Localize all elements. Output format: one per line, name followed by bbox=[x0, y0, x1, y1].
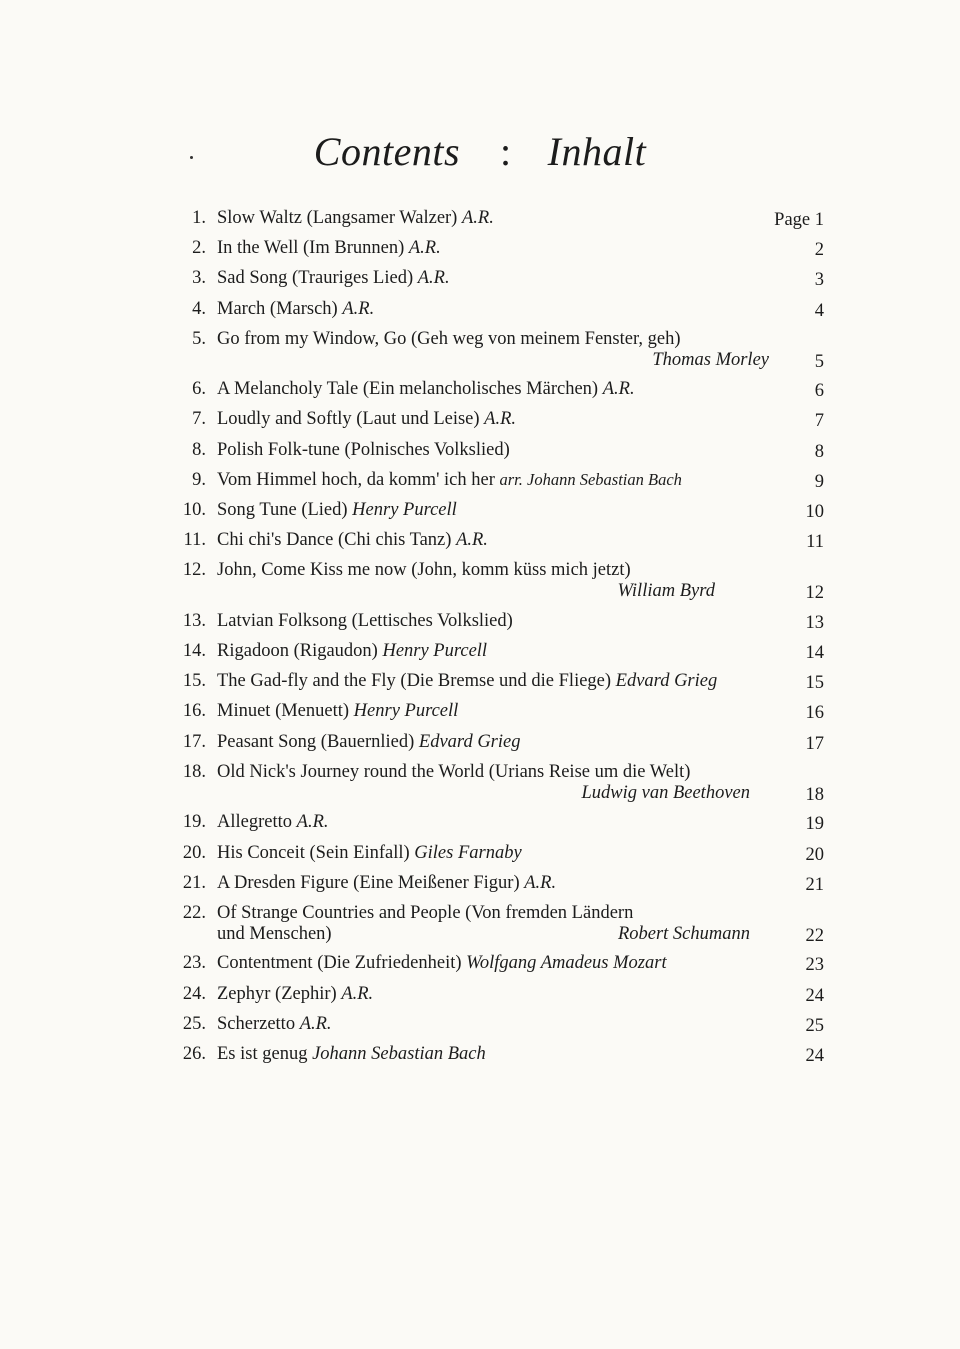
entry-page: 3 bbox=[814, 270, 824, 291]
entry-page: 17 bbox=[805, 733, 824, 754]
entry-composer: Giles Farnaby bbox=[414, 842, 522, 863]
entry-composer: William Byrd bbox=[617, 581, 715, 602]
toc-entry bbox=[0, 268, 960, 298]
entry-title: Minuet (Menuett) bbox=[217, 701, 350, 722]
entry-title: Sad Song (Trauriges Lied) bbox=[217, 268, 414, 289]
entry-number: 10. bbox=[182, 500, 206, 520]
toc-entry bbox=[0, 762, 960, 813]
toc-entry bbox=[0, 984, 960, 1014]
entry-page: 15 bbox=[805, 673, 824, 694]
entry-title: Old Nick's Journey round the World (Urians Reise um die Welt) bbox=[217, 761, 691, 782]
toc-entry bbox=[0, 873, 960, 903]
entry-number: 15. bbox=[182, 671, 206, 692]
entry-composer: Wolfgang Amadeus Mozart bbox=[466, 953, 667, 974]
entry-title: March (Marsch) bbox=[217, 298, 338, 319]
entry-title: The Gad-fly and the Fly (Die Bremse und die Fliege) bbox=[217, 671, 612, 692]
toc-entry bbox=[0, 903, 960, 954]
entry-page: 24 bbox=[805, 985, 824, 1006]
entry-title-continued: und Menschen) bbox=[217, 923, 332, 944]
entry-number: 9. bbox=[192, 469, 206, 490]
entry-number: 2. bbox=[192, 238, 206, 259]
entry-title: Loudly and Softly (Laut und Leise) bbox=[217, 409, 480, 430]
toc-entry bbox=[0, 812, 960, 842]
entry-page: 10 bbox=[805, 502, 824, 522]
entry-number: 13. bbox=[182, 610, 206, 631]
table-of-contents bbox=[0, 208, 960, 1074]
entry-number: 11. bbox=[183, 530, 206, 551]
entry-number: 16. bbox=[182, 701, 206, 722]
entry-composer: Thomas Morley bbox=[652, 349, 769, 370]
entry-title: Go from my Window, Go (Geh weg von meinem Fenster, geh) bbox=[217, 328, 681, 349]
entry-title: A Dresden Figure (Eine Meißener Figur) bbox=[217, 872, 520, 893]
toc-entry bbox=[0, 379, 960, 409]
entry-composer: A.R. bbox=[461, 208, 494, 228]
entry-page: 16 bbox=[805, 703, 824, 724]
entry-composer: A.R. bbox=[341, 983, 374, 1004]
entry-title: Zephyr (Zephir) bbox=[217, 983, 337, 1004]
entry-composer: A.R. bbox=[456, 530, 488, 551]
entry-composer: A.R. bbox=[299, 1013, 332, 1034]
entry-title: Es ist genug bbox=[217, 1043, 308, 1064]
entry-number: 17. bbox=[182, 731, 206, 752]
entry-composer: Henry Purcell bbox=[352, 500, 457, 520]
entry-title: John, Come Kiss me now (John, komm küss mich jetzt) bbox=[217, 560, 631, 581]
entry-title: Slow Waltz (Langsamer Walzer) bbox=[217, 208, 458, 228]
toc-entry bbox=[0, 329, 960, 380]
toc-entry bbox=[0, 560, 960, 611]
toc-entry bbox=[0, 299, 960, 329]
page-title bbox=[0, 128, 960, 175]
toc-entry bbox=[0, 208, 960, 238]
entry-number: 14. bbox=[182, 641, 206, 662]
entry-page: 9 bbox=[814, 471, 824, 492]
entry-composer: arr. Johann Sebastian Bach bbox=[499, 469, 682, 489]
entry-number: 12. bbox=[182, 560, 206, 581]
toc-entry bbox=[0, 530, 960, 560]
entry-composer: Robert Schumann bbox=[617, 923, 750, 944]
entry-number: 7. bbox=[192, 409, 206, 430]
entry-composer: Edvard Grieg bbox=[615, 671, 718, 692]
entry-page: 11 bbox=[806, 532, 824, 553]
toc-entry bbox=[0, 440, 960, 470]
entry-page: 6 bbox=[814, 381, 824, 402]
entry-title: Peasant Song (Bauernlied) bbox=[217, 731, 415, 752]
toc-entry bbox=[0, 701, 960, 731]
entry-page: 24 bbox=[805, 1045, 824, 1066]
toc-entry bbox=[0, 470, 960, 500]
entry-composer: A.R. bbox=[524, 872, 557, 893]
entry-composer: A.R. bbox=[342, 298, 375, 319]
entry-number: 1. bbox=[192, 208, 206, 228]
entry-composer: A.R. bbox=[296, 812, 329, 833]
entry-number: 22. bbox=[182, 902, 206, 923]
toc-entry bbox=[0, 1044, 960, 1074]
entry-number: 23. bbox=[182, 953, 206, 974]
entry-number: 8. bbox=[192, 439, 206, 460]
entry-title: Latvian Folksong (Lettisches Volkslied) bbox=[217, 610, 513, 631]
entry-number: 3. bbox=[192, 268, 206, 289]
entry-composer: Edvard Grieg bbox=[418, 731, 521, 752]
entry-title: Scherzetto bbox=[217, 1013, 296, 1034]
entry-page: 4 bbox=[814, 300, 824, 321]
entry-page: 21 bbox=[805, 874, 824, 895]
title-english: Contents bbox=[313, 129, 461, 174]
entry-page: 13 bbox=[805, 612, 824, 633]
toc-entry bbox=[0, 732, 960, 762]
entry-page: 12 bbox=[805, 583, 824, 604]
toc-entry bbox=[0, 641, 960, 671]
entry-composer: A.R. bbox=[602, 379, 635, 400]
toc-entry bbox=[0, 238, 960, 268]
entry-page: 22 bbox=[805, 925, 824, 946]
entry-page: 2 bbox=[814, 240, 824, 261]
entry-number: 6. bbox=[192, 379, 206, 400]
entry-page: 5 bbox=[814, 351, 824, 372]
entry-composer: Ludwig van Beethoven bbox=[581, 782, 750, 803]
entry-number: 19. bbox=[182, 812, 206, 833]
entry-page: 19 bbox=[805, 814, 824, 835]
entry-title: Polish Folk-tune (Polnisches Volkslied) bbox=[217, 439, 510, 460]
title-separator: : bbox=[500, 129, 512, 174]
entry-page: 23 bbox=[805, 955, 824, 976]
entry-title: In the Well (Im Brunnen) bbox=[217, 238, 405, 259]
entry-composer: Henry Purcell bbox=[353, 701, 459, 722]
toc-entry bbox=[0, 953, 960, 983]
entry-composer: Henry Purcell bbox=[382, 641, 488, 662]
entry-title: Allegretto bbox=[217, 812, 293, 833]
toc-entry bbox=[0, 409, 960, 439]
entry-composer: A.R. bbox=[408, 238, 441, 259]
page-column-label: Page bbox=[774, 210, 811, 230]
entry-page: 1 bbox=[814, 210, 824, 230]
entry-title: Contentment (Die Zufriedenheit) bbox=[217, 953, 462, 974]
entry-page: 8 bbox=[814, 441, 824, 462]
entry-number: 18. bbox=[182, 761, 206, 782]
entry-number: 24. bbox=[182, 983, 206, 1004]
entry-page: 18 bbox=[805, 784, 824, 805]
entry-number: 5. bbox=[192, 328, 206, 349]
entry-page: 25 bbox=[805, 1015, 824, 1036]
entry-title: Rigadoon (Rigaudon) bbox=[217, 641, 378, 662]
toc-entry bbox=[0, 1014, 960, 1044]
entry-title: Song Tune (Lied) bbox=[217, 500, 348, 520]
entry-number: 20. bbox=[182, 842, 206, 863]
entry-number: 4. bbox=[192, 298, 206, 319]
entry-page: 20 bbox=[805, 844, 824, 865]
entry-page: 14 bbox=[805, 643, 824, 664]
entry-composer: Johann Sebastian Bach bbox=[312, 1043, 486, 1064]
entry-number: 21. bbox=[182, 872, 206, 893]
entry-title: Of Strange Countries and People (Von fremden Ländern bbox=[217, 902, 634, 923]
entry-title: His Conceit (Sein Einfall) bbox=[217, 842, 410, 863]
entry-title: Vom Himmel hoch, da komm' ich her bbox=[217, 469, 495, 490]
toc-entry bbox=[0, 500, 960, 530]
entry-title: A Melancholy Tale (Ein melancholisches Märchen) bbox=[217, 379, 599, 400]
entry-composer: A.R. bbox=[417, 268, 450, 289]
title-german: Inhalt bbox=[547, 129, 647, 174]
toc-entry bbox=[0, 611, 960, 641]
entry-number: 26. bbox=[182, 1043, 206, 1064]
entry-title: Chi chi's Dance (Chi chis Tanz) bbox=[217, 530, 452, 551]
toc-entry bbox=[0, 843, 960, 873]
entry-page: 7 bbox=[814, 411, 824, 432]
entry-number: 25. bbox=[182, 1013, 206, 1034]
toc-entry bbox=[0, 671, 960, 701]
entry-composer: A.R. bbox=[484, 409, 517, 430]
